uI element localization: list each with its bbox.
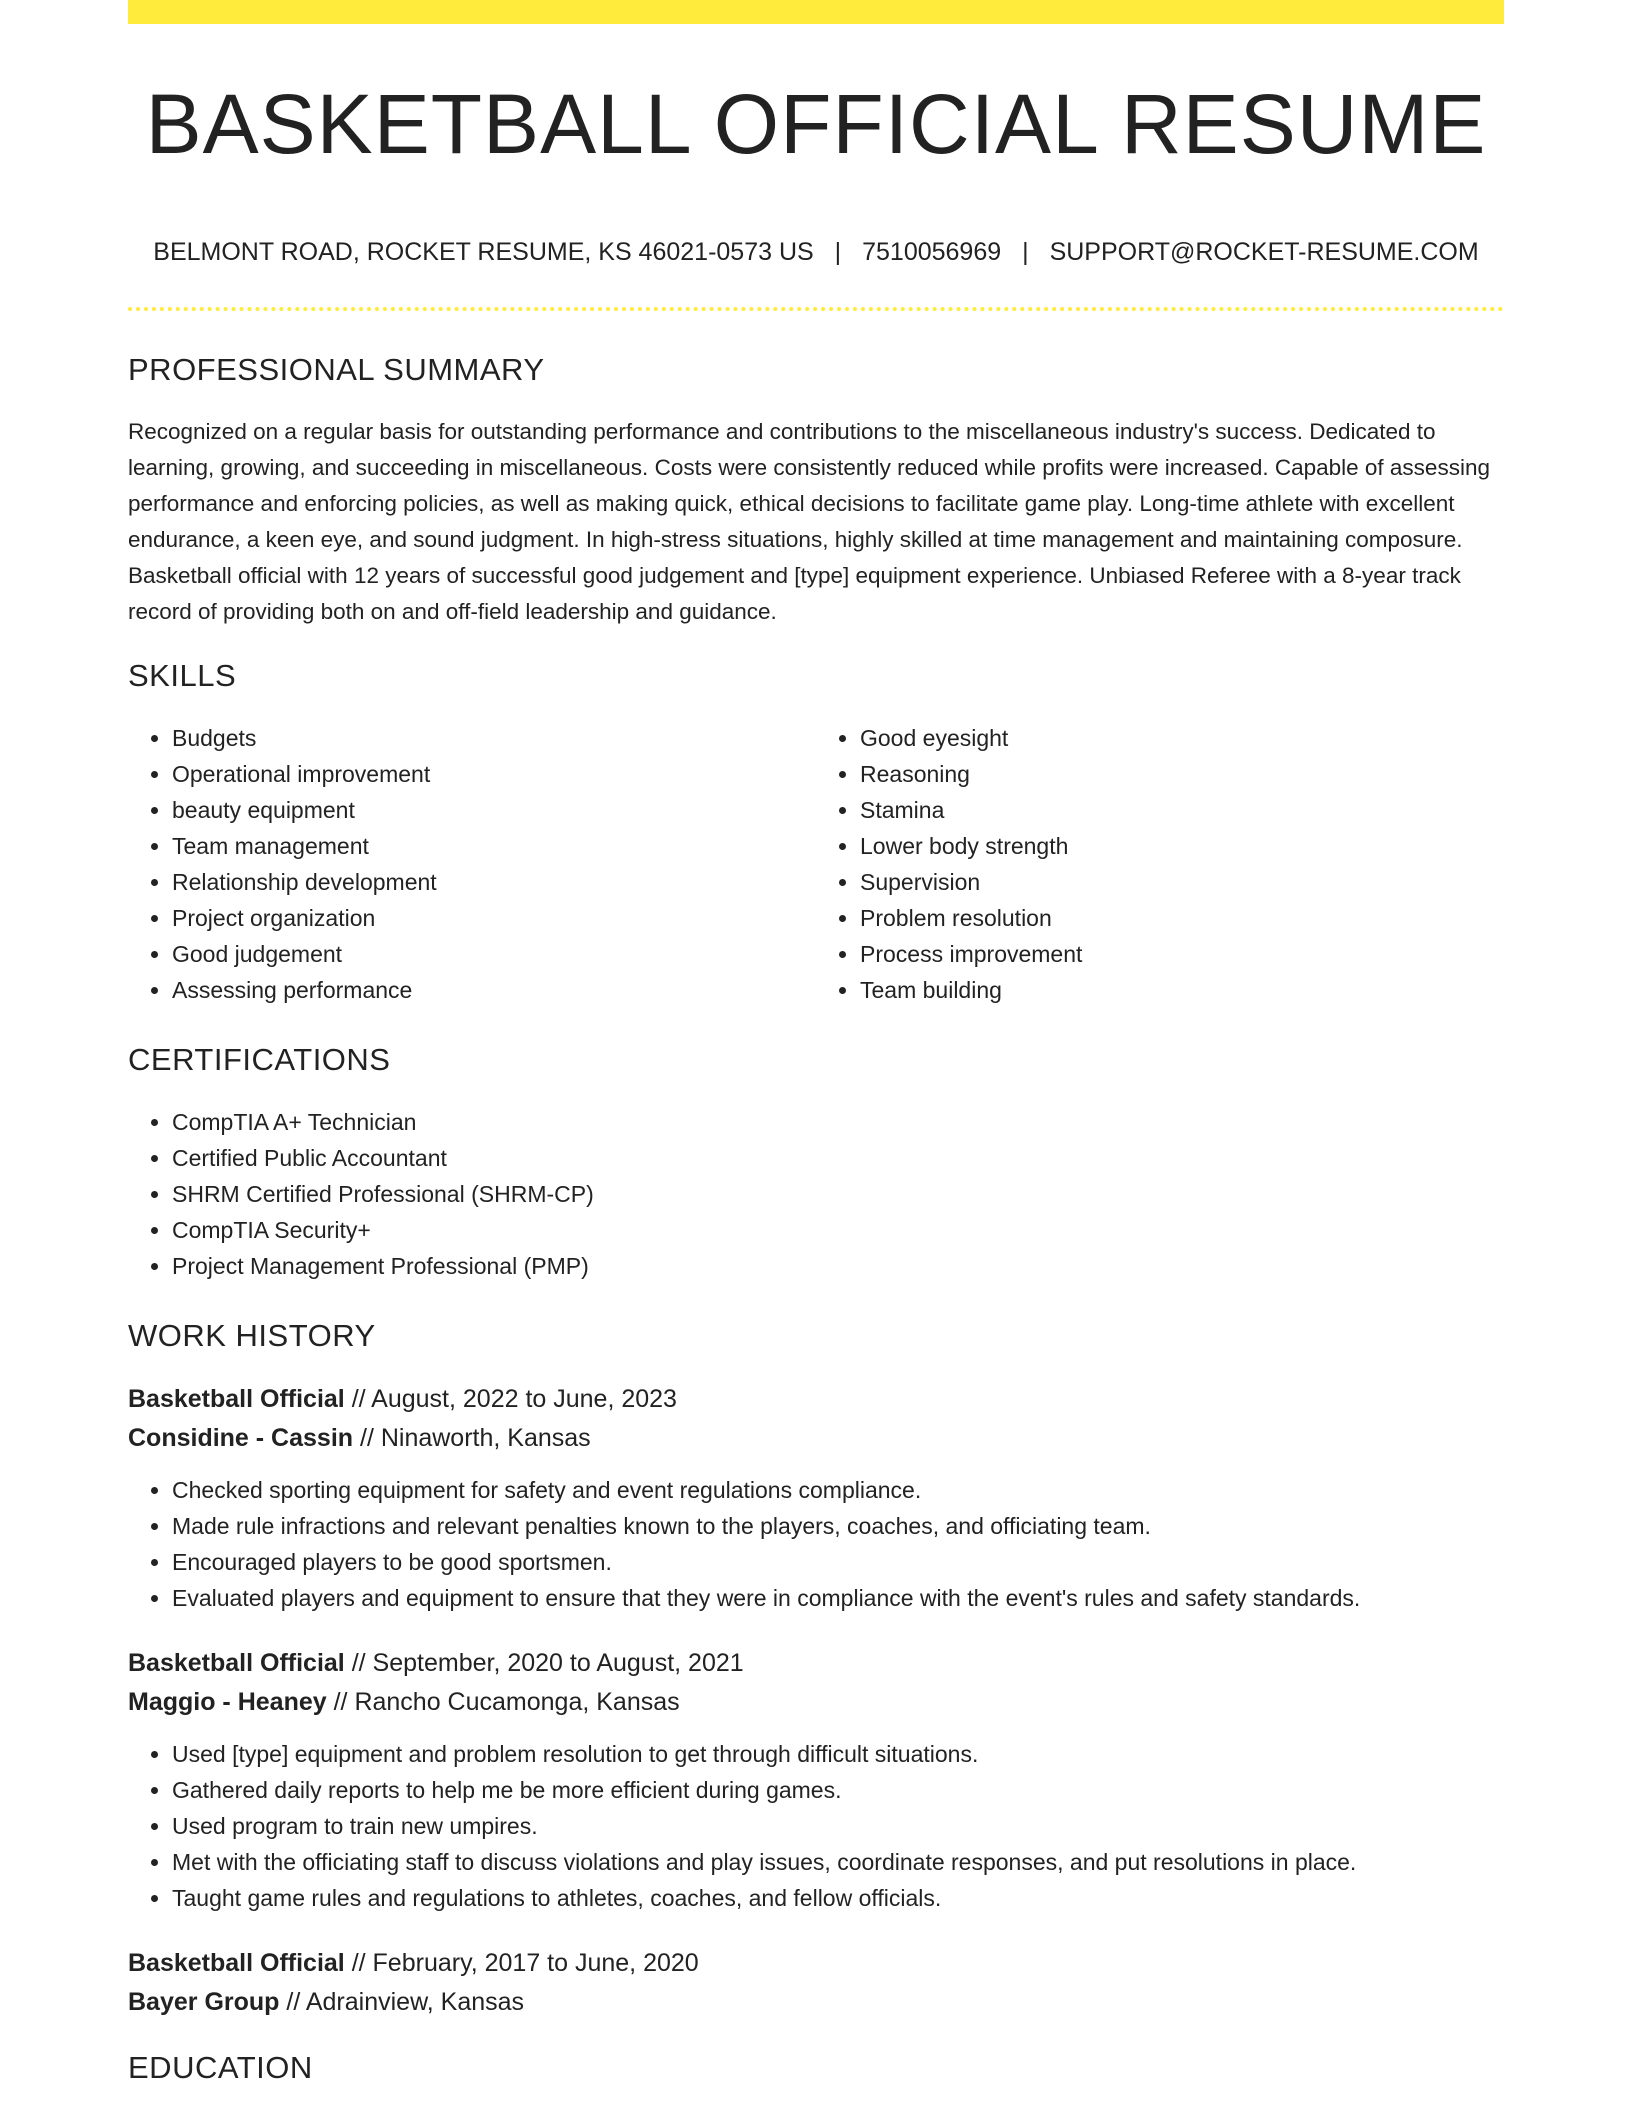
job-dates: // August, 2022 to June, 2023 [351, 1385, 677, 1413]
job-title: Basketball Official [128, 1385, 345, 1413]
skill-item: • Relationship development [172, 864, 816, 900]
contact-address: BELMONT ROAD, ROCKET RESUME, KS 46021-0573 US [153, 238, 814, 266]
job-entry [128, 1380, 1504, 1616]
job-entry [128, 1644, 1504, 1916]
job-entry [128, 1944, 1504, 2022]
job-dates: // September, 2020 to August, 2021 [351, 1649, 744, 1677]
job-title-line [128, 1380, 1504, 1419]
job-bullet: • Met with the officiating staff to discuss violations and play issues, coordinate responses, and put resolutions in place. [172, 1844, 1504, 1880]
resume-title: BASKETBALL OFFICIAL RESUME [145, 77, 1487, 171]
job-bullet: • Taught game rules and regulations to athletes, coaches, and fellow officials. [172, 1880, 1504, 1916]
work-history-heading: WORK HISTORY [128, 1318, 376, 1353]
certification-item: • Certified Public Accountant [172, 1140, 1504, 1176]
contact-line [0, 238, 1632, 267]
accent-bar [128, 0, 1504, 24]
skills-heading: SKILLS [128, 658, 237, 693]
skill-item: • Project organization [172, 900, 816, 936]
job-company-line [128, 1683, 1504, 1722]
skill-item: • Good eyesight [860, 720, 1504, 756]
job-title-line [128, 1644, 1504, 1683]
skill-item: • Good judgement [172, 936, 816, 972]
job-bullets [128, 1736, 1504, 1916]
resume-content [128, 352, 1504, 2112]
skill-item: • Assessing performance [172, 972, 816, 1008]
skill-item: • beauty equipment [172, 792, 816, 828]
skill-item: • Stamina [860, 792, 1504, 828]
summary-text: Recognized on a regular basis for outstanding performance and contributions to the miscellaneous industry's success. Dedicated to learning, growing, and succeeding in miscellaneous. Costs were consistently reduced while profits were increased. Capable of assessing performance and enforcing policies, as well as making quick, ethical decisions to facilitate game play. Long-time athlete with excellent endurance, a keen eye, and sound judgment. In high-stress situations, highly skilled at time management and maintaining composure. Basketball official with 12 years of successful good judgement and [type] equipment experience. Unbiased Referee with a 8-year track record of providing both on and off-field leadership and guidance. [128, 419, 1490, 624]
job-bullet: • Checked sporting equipment for safety and event regulations compliance. [172, 1472, 1504, 1508]
skill-item: • Problem resolution [860, 900, 1504, 936]
job-bullet: • Used [type] equipment and problem resolution to get through difficult situations. [172, 1736, 1504, 1772]
skill-item: • Process improvement [860, 936, 1504, 972]
certifications-heading: CERTIFICATIONS [128, 1042, 391, 1077]
header-divider [128, 307, 1504, 311]
certification-item: • CompTIA Security+ [172, 1212, 1504, 1248]
job-location: // Adrainview, Kansas [286, 1988, 525, 2016]
skill-item: • Budgets [172, 720, 816, 756]
contact-phone: 7510056969 [862, 238, 1002, 266]
job-bullets [128, 1472, 1504, 1616]
contact-separator: | [1022, 238, 1029, 266]
job-company-line [128, 1419, 1504, 1458]
certification-item: • SHRM Certified Professional (SHRM-CP) [172, 1176, 1504, 1212]
job-title-line [128, 1944, 1504, 1983]
skill-item: • Operational improvement [172, 756, 816, 792]
certifications-list [128, 1104, 1504, 1284]
skill-item: • Reasoning [860, 756, 1504, 792]
job-title: Basketball Official [128, 1949, 345, 1977]
contact-email: SUPPORT@ROCKET-RESUME.COM [1049, 238, 1479, 266]
skill-item: • Supervision [860, 864, 1504, 900]
skills-columns [128, 720, 1504, 1008]
skills-list-right [816, 720, 1504, 1008]
job-company-line [128, 1983, 1504, 2022]
job-dates: // February, 2017 to June, 2020 [351, 1949, 699, 1977]
skill-item: • Team building [860, 972, 1504, 1008]
job-bullet: • Encouraged players to be good sportsmen. [172, 1544, 1504, 1580]
job-location: // Ninaworth, Kansas [360, 1424, 591, 1452]
certification-item: • CompTIA A+ Technician [172, 1104, 1504, 1140]
skills-list-left [128, 720, 816, 1008]
job-company: Bayer Group [128, 1988, 280, 2016]
summary-heading: PROFESSIONAL SUMMARY [128, 352, 545, 387]
job-company: Considine - Cassin [128, 1424, 354, 1452]
job-bullet: • Evaluated players and equipment to ensure that they were in compliance with the event's rules and safety standards. [172, 1580, 1504, 1616]
contact-separator: | [834, 238, 842, 266]
skill-item: • Lower body strength [860, 828, 1504, 864]
job-title: Basketball Official [128, 1649, 345, 1677]
job-location: // Rancho Cucamonga, Kansas [333, 1688, 680, 1716]
skill-item: • Team management [172, 828, 816, 864]
certification-item: • Project Management Professional (PMP) [172, 1248, 1504, 1284]
education-heading: EDUCATION [128, 2050, 313, 2085]
job-bullet: • Used program to train new umpires. [172, 1808, 1504, 1844]
job-bullet: • Made rule infractions and relevant penalties known to the players, coaches, and officiating team. [172, 1508, 1504, 1544]
job-bullet: • Gathered daily reports to help me be more efficient during games. [172, 1772, 1504, 1808]
job-company: Maggio - Heaney [128, 1688, 327, 1716]
